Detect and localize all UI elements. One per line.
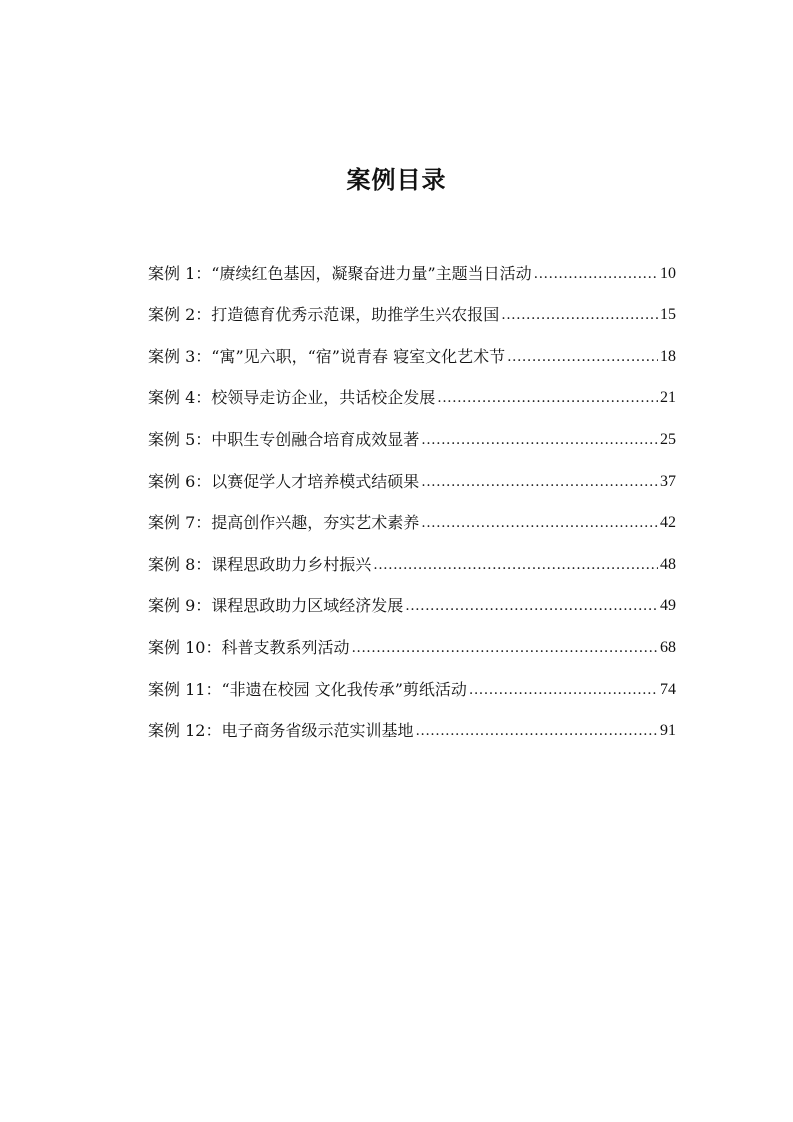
toc-entry[interactable]: [148, 367, 676, 409]
toc-dot-leader: [421, 430, 658, 450]
toc-dot-leader: [421, 472, 658, 492]
toc-dot-leader: [507, 347, 658, 367]
toc-page-number: 15: [660, 306, 676, 324]
toc-page-number: 10: [660, 264, 676, 282]
toc-dot-leader: [437, 388, 658, 408]
toc-page-number: 37: [660, 472, 676, 490]
toc-entry[interactable]: [148, 616, 676, 658]
toc-dot-leader: [469, 680, 658, 700]
toc-entry-text: 案例 12：电子商务省级示范实训基地: [148, 721, 414, 741]
toc-entry[interactable]: [148, 658, 676, 700]
toc-entry[interactable]: [148, 325, 676, 367]
toc-page-number: 42: [660, 514, 676, 532]
toc-entry-text: 案例 7：提高创作兴趣，夯实艺术素养: [148, 513, 420, 533]
toc-entry-text: 案例 4：校领导走访企业，共话校企发展: [148, 388, 436, 408]
toc-page-number: 68: [660, 638, 676, 656]
toc-dot-leader: [534, 264, 658, 284]
toc-entry-text: 案例 8：课程思政助力乡村振兴: [148, 554, 372, 574]
toc-page-number: 49: [660, 597, 676, 615]
toc-entry-text: 案例 6：以赛促学人才培养模式结硕果: [148, 471, 420, 491]
toc-entry[interactable]: [148, 408, 676, 450]
toc-dot-leader: [421, 513, 658, 533]
toc-page-number: 18: [660, 347, 676, 365]
toc-entry-text: 案例 10：科普支教系列活动: [148, 637, 350, 657]
toc-page-number: 91: [660, 722, 676, 740]
toc-page-number: 25: [660, 430, 676, 448]
toc-dot-leader: [373, 555, 658, 575]
toc-entry-text: 案例 11：“非遗在校园 文化我传承”剪纸活动: [148, 679, 467, 699]
toc-entry[interactable]: [148, 284, 676, 326]
toc-title: 案例目录: [346, 166, 447, 194]
toc-entry-text: 案例 3：“寓”见六职，“宿”说青春 寝室文化艺术节: [148, 346, 506, 366]
toc-dot-leader: [351, 638, 658, 658]
toc-dot-leader: [501, 305, 658, 325]
toc-entry-text: 案例 2：打造德育优秀示范课，助推学生兴农报国: [148, 305, 500, 325]
toc-entry-text: 案例 1：“赓续红色基因，凝聚奋进力量”主题当日活动: [148, 263, 532, 283]
toc-page-number: 74: [660, 680, 676, 698]
toc-page-number: 48: [660, 555, 676, 573]
toc-page-number: 21: [660, 389, 676, 407]
toc-list: [148, 242, 676, 741]
toc-dot-leader: [415, 721, 658, 741]
toc-entry-text: 案例 9：课程思政助力区域经济发展: [148, 596, 404, 616]
toc-dot-leader: [405, 596, 658, 616]
toc-entry[interactable]: [148, 700, 676, 742]
toc-entry[interactable]: [148, 492, 676, 534]
toc-entry[interactable]: [148, 533, 676, 575]
toc-entry[interactable]: [148, 450, 676, 492]
toc-entry[interactable]: [148, 575, 676, 617]
toc-entry[interactable]: [148, 242, 676, 284]
toc-entry-text: 案例 5：中职生专创融合培育成效显著: [148, 429, 420, 449]
